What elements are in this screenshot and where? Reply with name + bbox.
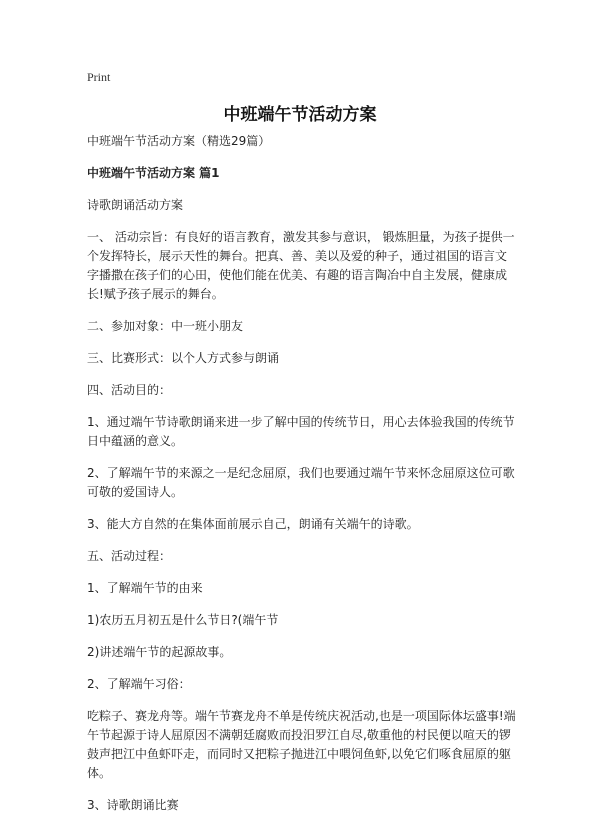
paragraph: 五、活动过程：: [87, 549, 172, 563]
page-title: 中班端午节活动方案: [223, 105, 377, 125]
paragraph: 诗歌朗诵活动方案: [87, 198, 184, 212]
paragraph: 三、比赛形式：以个人方式参与朗诵: [87, 351, 280, 365]
paragraph: 3、诗歌朗诵比赛: [87, 798, 179, 812]
paragraph: 四、活动目的：: [87, 383, 172, 397]
section-heading: 中班端午节活动方案 篇1: [87, 166, 220, 180]
paragraph: 1、通过端午节诗歌朗诵来进一步了解中国的传统节日，用心去体验我国的传统节日中蕴涵的意义。: [87, 415, 515, 448]
paragraph: 3、能大方自然的在集体面前展示自己，朗诵有关端午的诗歌。: [87, 517, 419, 531]
paragraph: 一、 活动宗旨：有良好的语言教育，激发其参与意识， 锻炼胆量，为孩子提供一个发挥特长，展示天性的舞台。把真、善、美以及爱的种子，通过祖国的语言文字播撒在孩子们的心田，使他们能在优美、有趣的语言陶冶中自主发展，健康成长!赋予孩子展示的舞台。: [87, 230, 515, 301]
paragraph: 2、了解端午习俗：: [87, 677, 191, 691]
paragraph: 吃粽子、赛龙舟等。端午节赛龙舟不单是传统庆祝活动,也是一项国际体坛盛事!端午节起源于诗人屈原因不满朝廷腐败而投汨罗江自尽,敬重他的村民便以喧天的锣鼓声把江中鱼虾吓走，而同时又把粽子抛进江中喂饲鱼虾,以免它们啄食屈原的躯体。: [87, 709, 516, 780]
paragraph: 二、参加对象：中一班小朋友: [87, 319, 244, 333]
print-label: Print: [87, 70, 111, 84]
paragraph: 中班端午节活动方案（精选29篇）: [87, 134, 271, 148]
paragraph: 2、了解端午节的来源之一是纪念屈原，我们也要通过端午节来怀念屈原这位可歌可敬的爱国诗人。: [87, 466, 515, 499]
paragraph: 1、了解端午节的由来: [87, 581, 203, 595]
paragraph: 2)讲述端午节的起源故事。: [87, 645, 232, 659]
paragraph: 1)农历五月初五是什么节日?(端午节: [87, 613, 279, 627]
document-body: [87, 132, 517, 828]
